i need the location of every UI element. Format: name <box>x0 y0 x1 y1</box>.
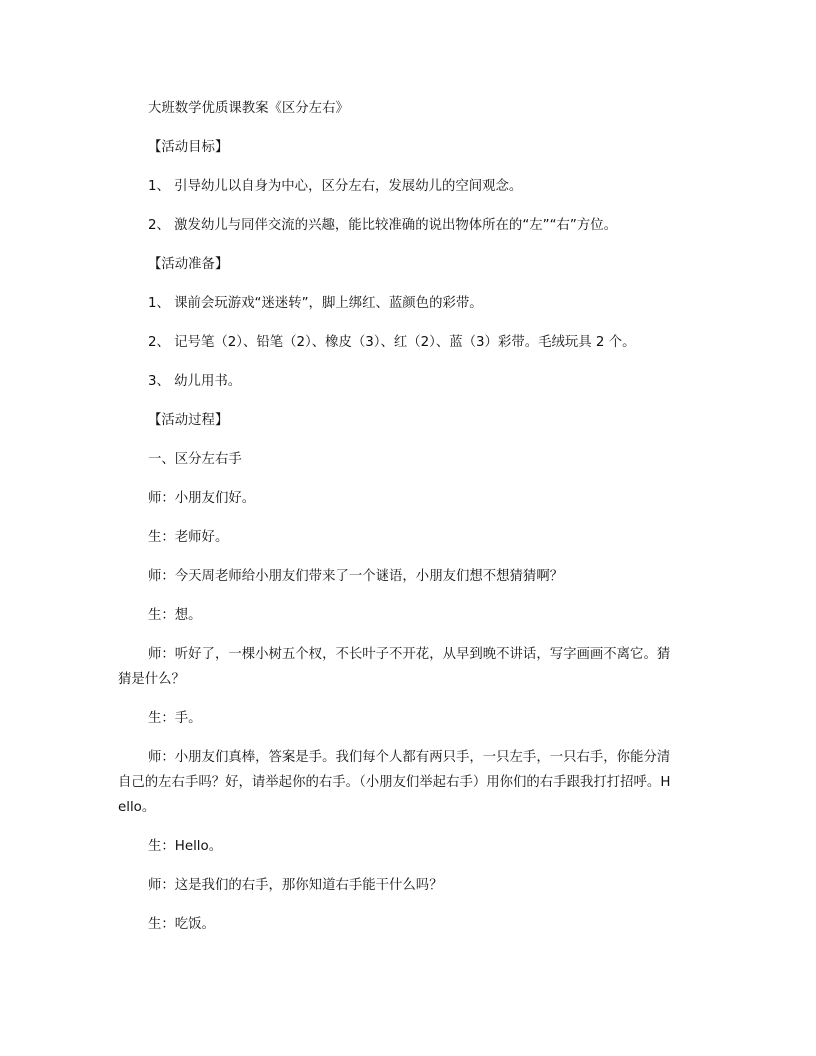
document-title: 大班数学优质课教案《区分左右》 <box>148 101 349 116</box>
process-subheading-1: 一、区分左右手 <box>148 452 242 467</box>
document-body <box>118 96 672 951</box>
prep-item-1: 1、 课前会玩游戏“迷迷转”，脚上绑红、蓝颜色的彩带。 <box>148 296 483 311</box>
dialogue-line: 师：这是我们的右手，那你知道右手能干什么吗？ <box>148 878 443 893</box>
dialogue-line-riddle: 师：听好了，一棵小树五个杈，不长叶子不开花，从早到晚不讲话，写字画画不离它。猜猜是什么？ <box>118 647 671 687</box>
section-heading-goals: 【活动目标】 <box>148 140 229 155</box>
dialogue-line: 生：Hello。 <box>148 839 223 854</box>
dialogue-line: 生：老师好。 <box>148 530 229 545</box>
prep-item-2: 2、 记号笔（2）、铅笔（2）、橡皮（3）、红（2）、蓝（3）彩带。毛绒玩具 2 个。 <box>148 335 636 350</box>
dialogue-line: 师：今天周老师给小朋友们带来了一个谜语，小朋友们想不想猜猜啊？ <box>148 569 564 584</box>
prep-item-3: 3、 幼儿用书。 <box>148 374 242 389</box>
section-heading-preparation: 【活动准备】 <box>148 257 229 272</box>
dialogue-line-answer: 师：小朋友们真棒，答案是手。我们每个人都有两只手，一只左手，一只右手，你能分清自己的左右手吗？好，请举起你的右手。（小朋友们举起右手）用你们的右手跟我打打招呼。Hello。 <box>118 750 671 815</box>
goal-item-2: 2、 激发幼儿与同伴交流的兴趣，能比较准确的说出物体所在的“左”“右”方位。 <box>148 218 618 233</box>
dialogue-line: 生：想。 <box>148 608 202 623</box>
dialogue-line: 生：手。 <box>148 711 202 726</box>
section-heading-process: 【活动过程】 <box>148 413 229 428</box>
dialogue-line: 师：小朋友们好。 <box>148 491 256 506</box>
goal-item-1: 1、 引导幼儿以自身为中心，区分左右，发展幼儿的空间观念。 <box>148 179 523 194</box>
dialogue-line: 生：吃饭。 <box>148 917 215 932</box>
